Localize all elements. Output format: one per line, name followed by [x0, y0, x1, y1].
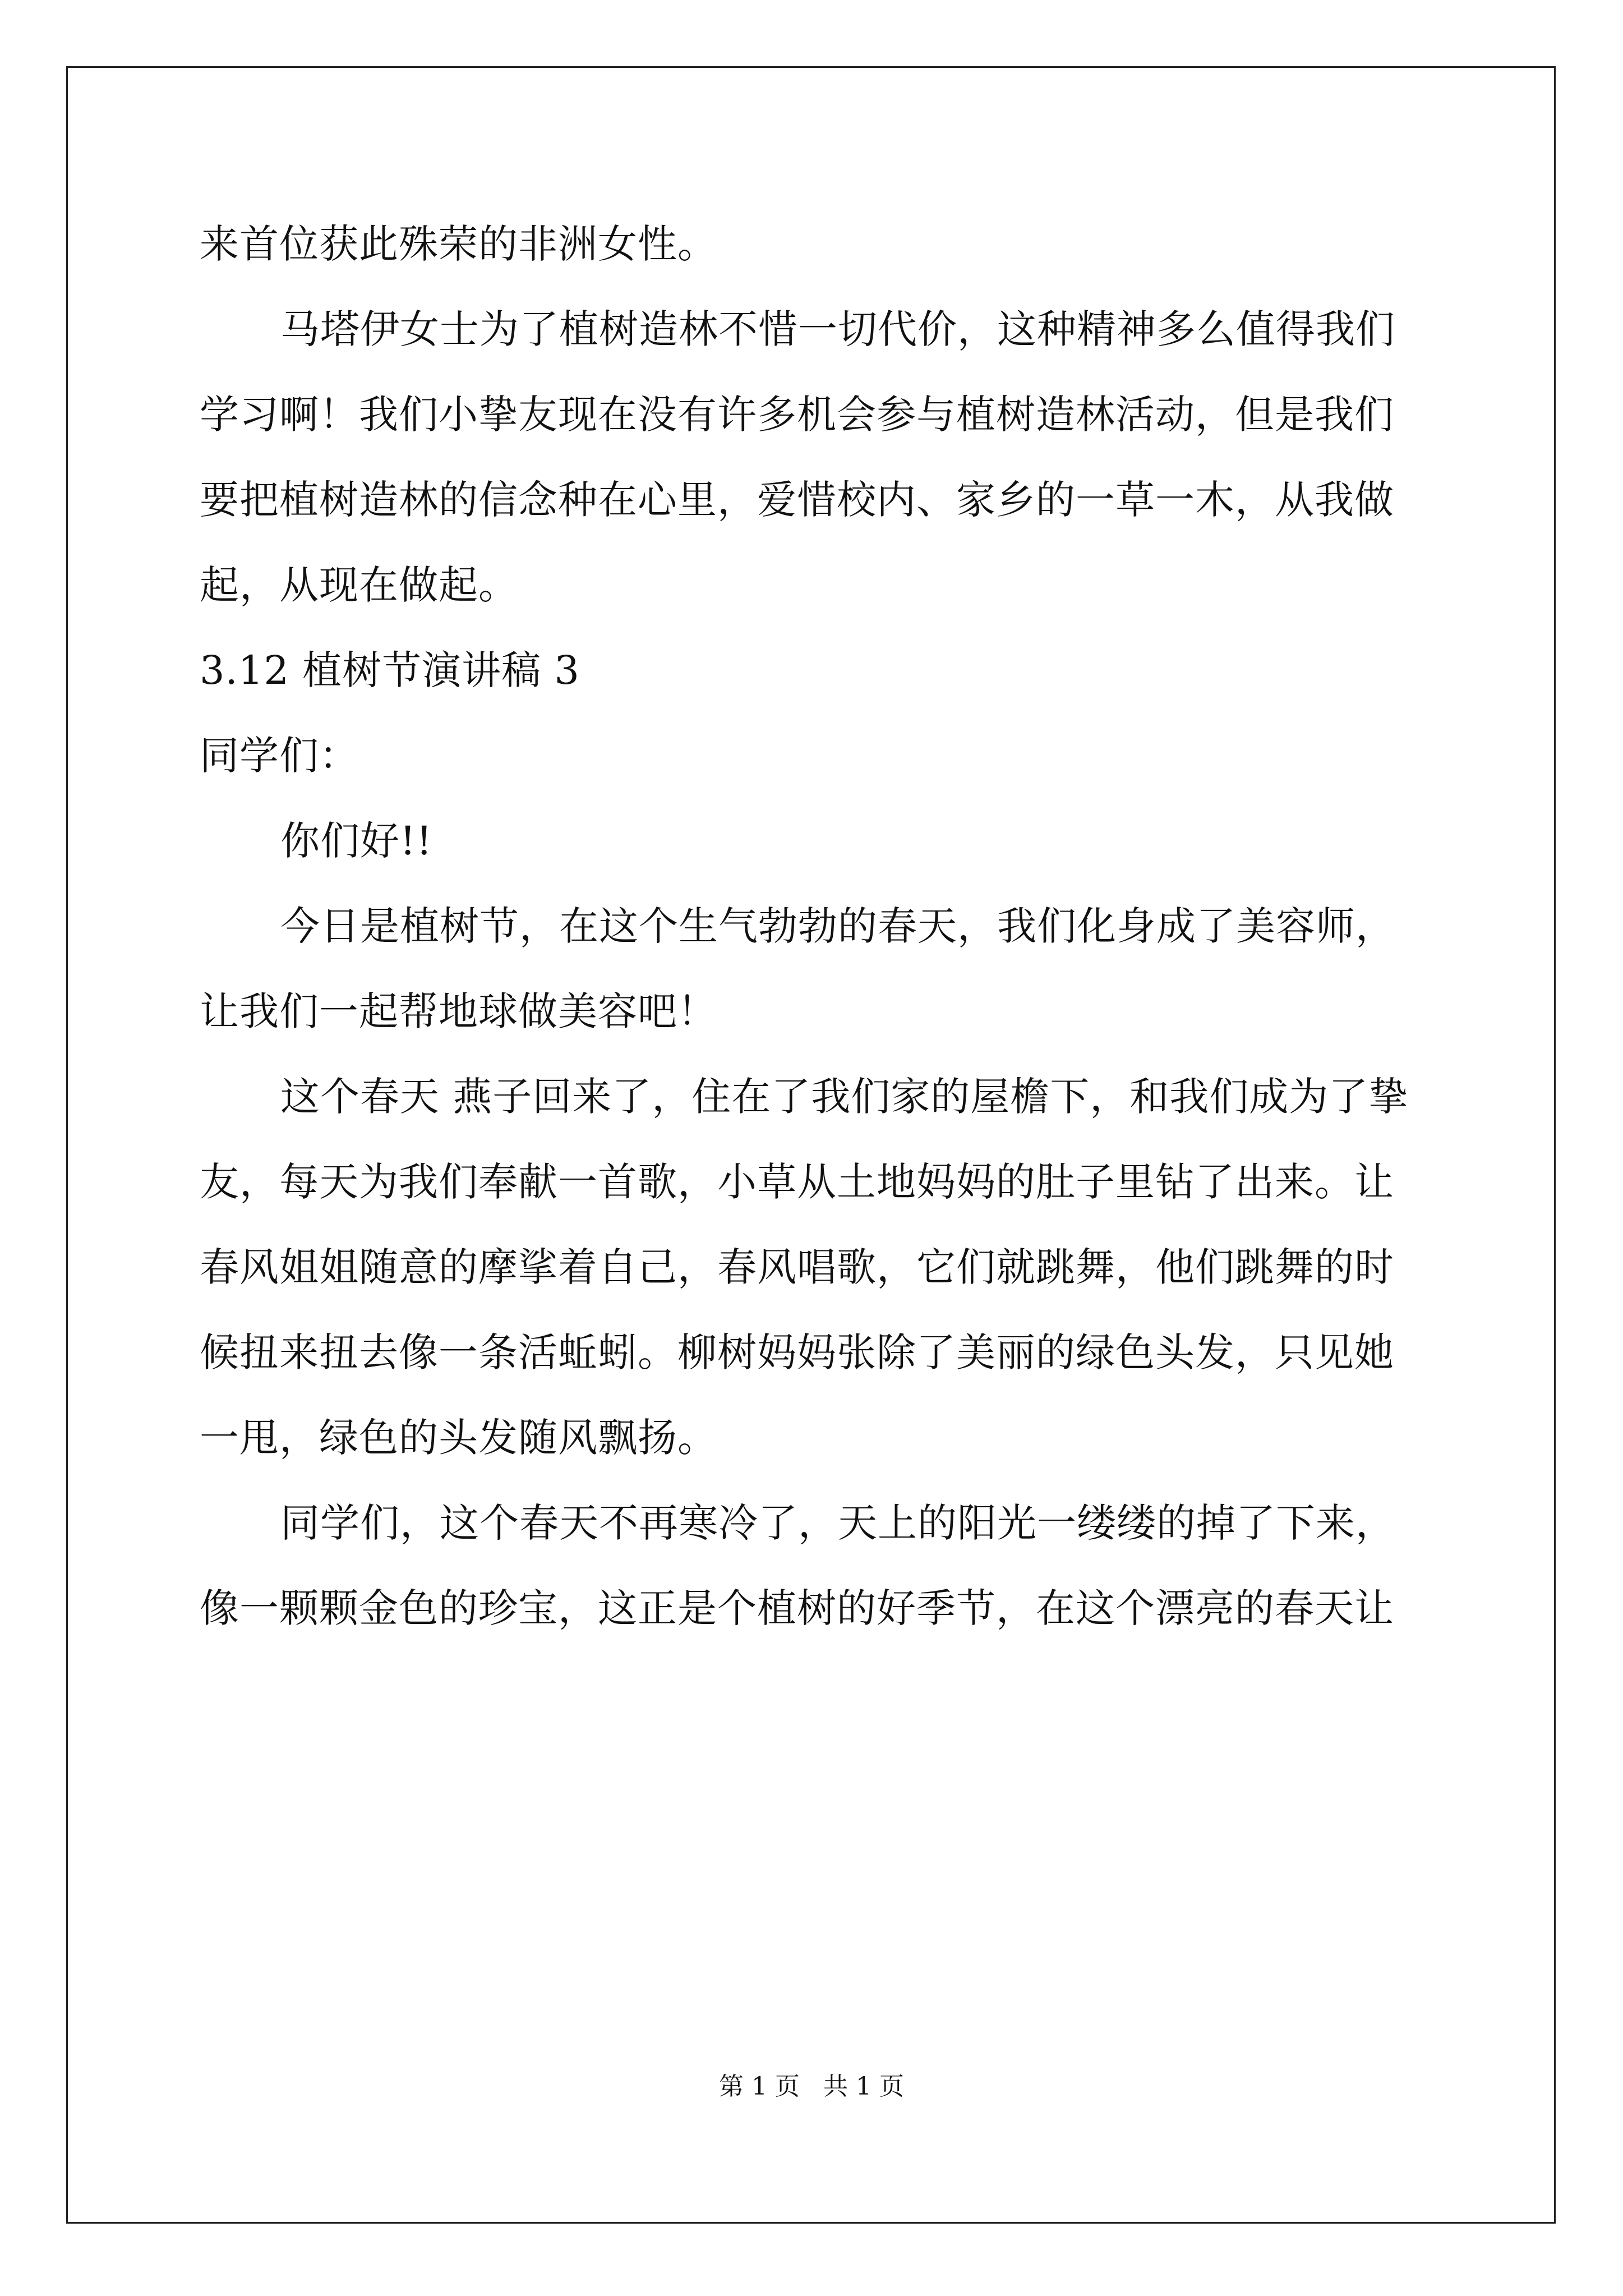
- paragraph-matai-line-2: 学习啊！我们小挚友现在没有许多机会参与植树造林活动，但是我们: [200, 392, 1394, 438]
- page-number: 第 1 页: [719, 2072, 800, 2101]
- section-heading: 3.12 植树节演讲稿 3: [200, 647, 580, 693]
- paragraph-spring-line-4: 候扭来扭去像一条活蚯蚓。柳树妈妈张除了美丽的绿色头发，只见她: [200, 1329, 1394, 1375]
- greeting: 你们好!!: [280, 818, 433, 864]
- paragraph-matai-line-3: 要把植树造林的信念种在心里，爱惜校内、家乡的一草一木，从我做: [200, 477, 1394, 523]
- page-total: 共 1 页: [823, 2072, 904, 2101]
- body-line-continuation: 来首位获此殊荣的非洲女性。: [200, 221, 717, 267]
- paragraph-today-line-1: 今日是植树节，在这个生气勃勃的春天，我们化身成了美容师，: [280, 903, 1395, 949]
- paragraph-matai-line-4: 起，从现在做起。: [200, 562, 518, 608]
- paragraph-spring-line-2: 友，每天为我们奉献一首歌，小草从土地妈妈的肚子里钻了出来。让: [200, 1159, 1394, 1205]
- page-border: [66, 66, 1556, 2224]
- salutation: 同学们：: [200, 733, 359, 779]
- paragraph-sunshine-line-1: 同学们，这个春天不再寒冷了，天上的阳光一缕缕的掉了下来，: [280, 1500, 1395, 1546]
- paragraph-spring-line-5: 一甩，绿色的头发随风飘扬。: [200, 1415, 717, 1461]
- paragraph-spring-line-1: 这个春天 燕子回来了，住在了我们家的屋檐下，和我们成为了挚: [280, 1074, 1409, 1120]
- page-footer: [0, 2074, 1623, 2099]
- paragraph-spring-line-3: 春风姐姐随意的摩挲着自己，春风唱歌，它们就跳舞，他们跳舞的时: [200, 1244, 1394, 1290]
- paragraph-matai-line-1: 马塔伊女士为了植树造林不惜一切代价，这种精神多么值得我们: [280, 306, 1395, 352]
- paragraph-today-line-2: 让我们一起帮地球做美容吧！: [200, 988, 717, 1034]
- paragraph-sunshine-line-2: 像一颗颗金色的珍宝，这正是个植树的好季节，在这个漂亮的春天让: [200, 1585, 1394, 1631]
